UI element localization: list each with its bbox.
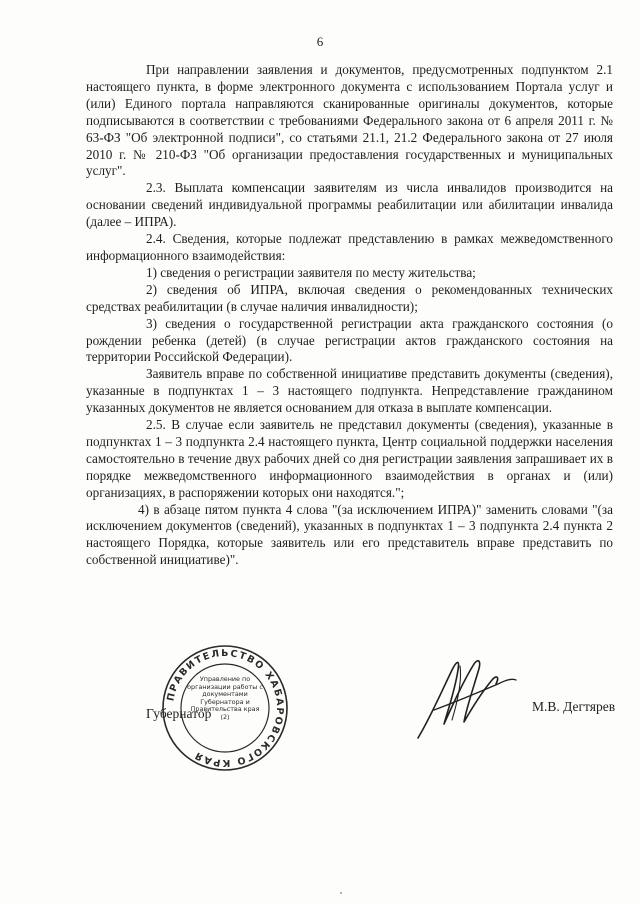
paragraph-2-3: 2.3. Выплата компенсации заявителям из числа инвалидов производится на основании сведений индивидуальной программы реабилитации или абилитации инвалида (далее – ИПРА).: [86, 180, 613, 230]
list-item-1: 1) сведения о регистрации заявителя по месту жительства;: [146, 264, 476, 280]
signatory-title: Губернатор: [146, 706, 212, 721]
page-number: 6: [316, 34, 324, 49]
scan-artifact: [340, 892, 342, 894]
paragraph-electronic-submission: При направлении заявления и документов, предусмотренных подпунктом 2.1 настоящего пункта, в форме электронного документа с использованием Портала услуг и (или) Единого портала направляются сканированные оригиналы документов, которые подписываются в соответствии с требованиями Федерального закона от 6 апреля 2011 г. № 63-ФЗ "Об электронной подписи", со статьями 21.1, 21.2 Федерального закона от 27 июля 2010 г. № 210-ФЗ "Об организации предоставления государственных и муниципальных услуг".: [86, 62, 613, 179]
document-body: [86, 62, 613, 569]
paragraph-item-4: 4) в абзаце пятом пункта 4 слова "(за исключением ИПРА)" заменить словами "(за исключением документов (сведений), указанных в подпунктах 1 – 3 подпункта 2.4 пункта 2 настоящего Порядка, которые заявитель или его представитель вправе представить по собственной инициативе)".: [86, 501, 613, 568]
list-item-2: 2) сведения об ИПРА, включая сведения о рекомендованных технических средствах реабилитации (в случае наличия инвалидности);: [86, 281, 613, 314]
signatory-name: М.В. Дегтярев: [532, 699, 616, 714]
handwritten-signature: [400, 640, 530, 750]
list-item-3: 3) сведения о государственной регистрации акта гражданского состояния (о рождении ребенка (детей) (в случае регистрации актов гражданского состояния на территории Российской Федерации).: [86, 315, 613, 365]
paragraph-applicant-right: Заявитель вправе по собственной инициативе представить документы (сведения), указанные в подпунктах 1 – 3 настоящего подпункта. Непредставление гражданином указанных документов не является основанием для отказа в выплате компенсации.: [86, 366, 613, 416]
seal-center-text: Управление по организации работы с документами Губернатора и Правительства края (2): [187, 676, 263, 721]
paragraph-2-4: 2.4. Сведения, которые подлежат представлению в рамках межведомственного информационного взаимодействия:: [86, 231, 613, 263]
seal-ring-text: ПРАВИТЕЛЬСТВО ХАБАРОВСКОГО КРАЯ: [165, 647, 286, 769]
paragraph-2-5: 2.5. В случае если заявитель не представил документы (сведения), указанные в подпунктах 1 – 3 подпункта 2.4 настоящего пункта, Центр социальной поддержки населения самостоятельно в течение двух рабочих дней со дня регистрации заявления запрашивает их в порядке межведомственного информационного взаимодействия в органах и (или) организациях, в распоряжении которых они находятся.";: [86, 417, 613, 500]
svg-text:ПРАВИТЕЛЬСТВО ХАБАРОВСКОГО КРА: [165, 648, 285, 768]
official-seal: [160, 643, 290, 773]
